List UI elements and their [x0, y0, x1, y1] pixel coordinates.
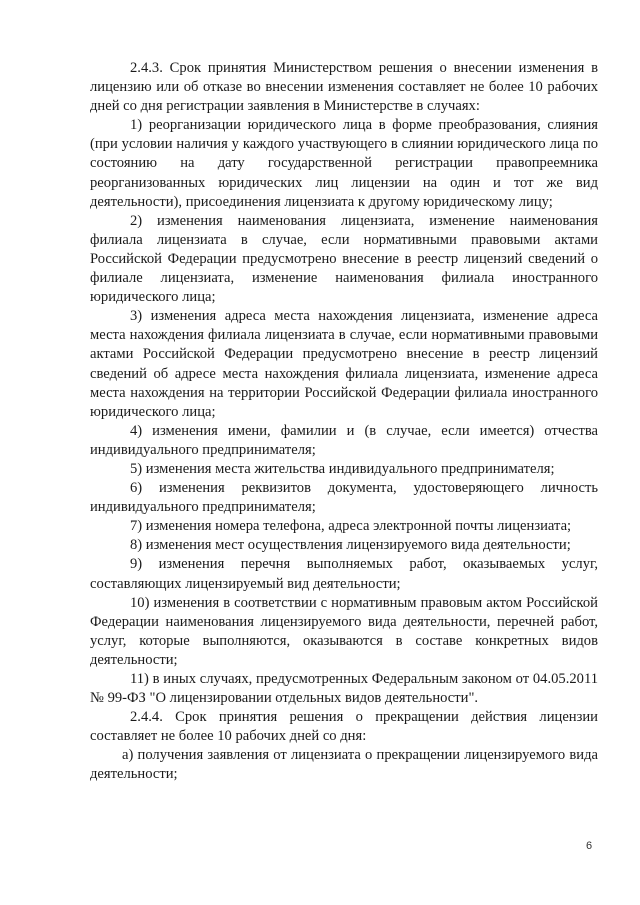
list-item-8: 8) изменения мест осуществления лицензируемого вида деятельности;	[130, 537, 571, 554]
list-item-a: а) получения заявления от лицензиата о прекращении лицензируемого вида деятельности;	[90, 747, 598, 783]
list-item-10: 10) изменения в соответствии с нормативным правовым актом Российской Федерации наименования лицензируемого вида деятельности, перечней работ, услуг, которые выполняются, оказываются в составе конкретных видов деятельности;	[90, 594, 598, 668]
list-item-5: 5) изменения места жительства индивидуального предпринимателя;	[130, 460, 555, 477]
list-item-3: 3) изменения адреса места нахождения лицензиата, изменение адреса места нахождения филиала лицензиата в случае, если нормативными правовыми актами Российской Федерации предусмотрено внесение в реестр лицензий сведений об адресе места нахождения филиала лицензиата, изменение адреса места нахождения на территории Российской Федерации филиала иностранного юридического лица;	[90, 308, 598, 420]
list-item-4: 4) изменения имени, фамилии и (в случае, если имеется) отчества индивидуального предпринимателя;	[90, 422, 598, 458]
list-item-11: 11) в иных случаях, предусмотренных Федеральным законом от 04.05.2011 № 99-ФЗ "О лицензировании отдельных видов деятельности".	[90, 671, 598, 707]
document-body	[90, 59, 598, 785]
list-item-6: 6) изменения реквизитов документа, удостоверяющего личность индивидуального предпринимателя;	[90, 480, 598, 516]
list-item-9: 9) изменения перечня выполняемых работ, оказываемых услуг, составляющих лицензируемый вид деятельности;	[90, 556, 598, 592]
list-item-7: 7) изменения номера телефона, адреса электронной почты лицензиата;	[130, 518, 572, 535]
page-number: 6	[586, 840, 593, 852]
paragraph-2-4-4: 2.4.4. Срок принятия решения о прекращении действия лицензии составляет не более 10 рабочих дней со дня:	[90, 709, 598, 745]
list-item-2: 2) изменения наименования лицензиата, изменение наименования филиала лицензиата в случае, если нормативными правовыми актами Российской Федерации предусмотрено внесение в реестр лицензий сведений о филиале лицензиата, изменение наименования филиала иностранного юридического лица;	[90, 212, 598, 306]
paragraph-2-4-3: 2.4.3. Срок принятия Министерством решения о внесении изменения в лицензию или об отказе во внесении изменения составляет не более 10 рабочих дней со дня регистрации заявления в Министерстве в случаях:	[90, 60, 598, 115]
list-item-1: 1) реорганизации юридического лица в форме преобразования, слияния (при условии наличия у каждого участвующего в слиянии юридического лица по состоянию на дату государственной регистрации правопреемника реорганизованных юридических лиц лицензии на один и тот же вид деятельности), присоединения лицензиата к другому юридическому лицу;	[90, 117, 598, 210]
